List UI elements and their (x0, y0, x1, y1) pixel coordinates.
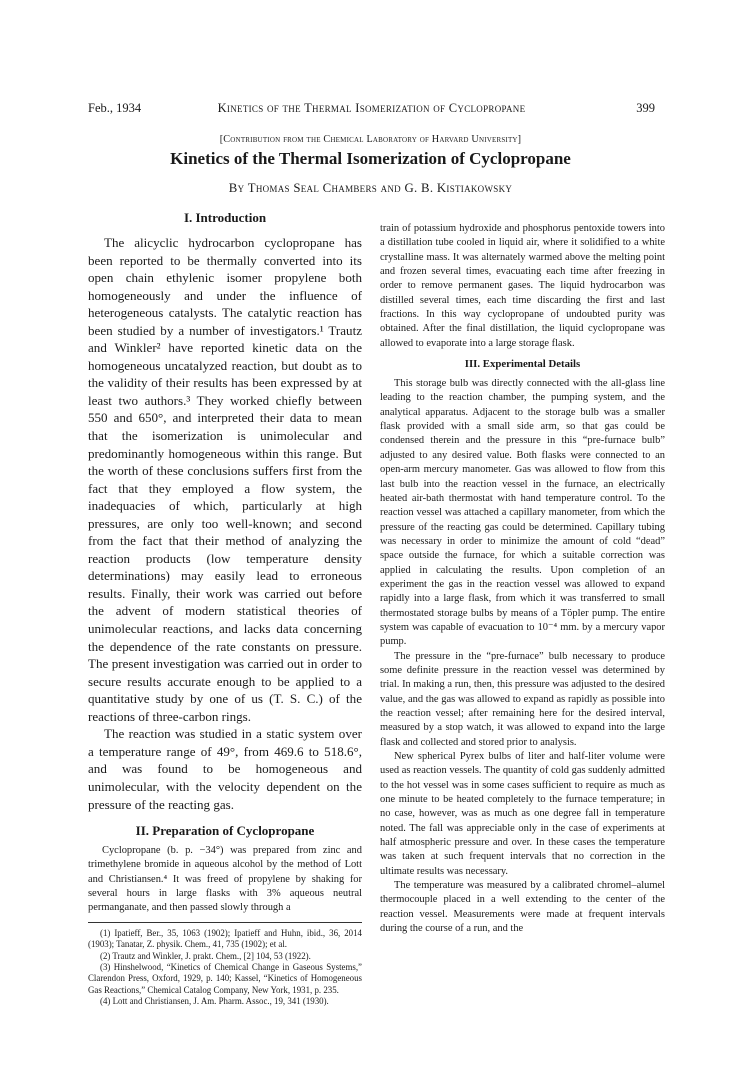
footnote-divider (88, 922, 362, 923)
footnote: (2) Trautz and Winkler, J. prakt. Chem., [2] 104, 53 (1922). (100, 950, 311, 961)
footnote: (3) Hinshelwood, “Kinetics of Chemical Change in Gaseous Systems,” Clarendon Press, Oxford, 1929, p. 140; Kassel, “Kinetics of Homogeneous Gas Reactions,” Chemical Catalog Company, New York, 1931, p. 235. (88, 961, 362, 995)
running-head-date: Feb., 1934 (88, 101, 142, 115)
introduction-paragraph: The alicyclic hydrocarbon cyclopropane has been reported to be thermally converted into its open chain ethylenic isomer propylene both homogeneously and under the influence of heterogeneous catalysts. The catalytic reaction has been studied by a number of investigators.¹ Trautz and Winkler² have reported kinetic data on the homogeneous uncatalyzed reaction, but doubt as to the validity of their results has been expressed by at least two authors.³ They worked chiefly between 550 and 650°, and interpreted their data to mean that the isomerization is unimolecular and predominantly homogeneous within this range. But the worth of these conclusions suffers first from the fact that they employed a flow system, the inadequacies of which, particularly at high pressures, are only too well-known; and second from the fact that their method of analyzing the reaction products (low temperature density determinations) may easily lead to erroneous results. Finally, their work was carried out before the advent of modern statistical theories of unimolecular reactions, and lacks data concerning the dependence of the rate constants on pressure. The present investigation was carried out in order to secure results accurate enough to be applied to a quantitative study by one of us (T. S. C.) of the reactions of three-carbon rings. (88, 235, 362, 724)
introduction-paragraph: The reaction was studied in a static system over a temperature range of 49°, from 469.6 to 518.6°, and was found to be homogeneous and unimolecular, with the velocity dependent on the pressure of the reacting gas. (88, 726, 362, 812)
preparation-paragraph: Cyclopropane (b. p. −34°) was prepared from zinc and trimethylene bromide in aqueous alcohol by the method of Lott and Christiansen.⁴ It was freed of propylene by shaking for several hours in large flasks with 3% aqueous neutral permanganate, and then passed slowly through a (88, 845, 362, 914)
experimental-paragraph: New spherical Pyrex bulbs of liter and half-liter volume were used as reaction vessels. The quantity of cold gas suddenly admitted to the hot vessel was in some cases sufficient to require as much as one minute to be heated completely to the furnace temperature; in no case, however, was as much as one degree fall in temperature noted. The fall was appreciable only in the case of experiments at half atmospheric pressure and over. In these cases the temperature was taken at such frequent intervals that no correction in the ultimate results was necessary. (380, 751, 665, 877)
footnote: (4) Lott and Christiansen, J. Am. Pharm. Assoc., 19, 341 (1930). (100, 996, 329, 1007)
article-authors: By Thomas Seal Chambers and G. B. Kistiakowsky (228, 181, 513, 195)
experimental-paragraph: The temperature was measured by a calibrated chromel–alumel thermocouple placed in a well extending to the center of the reaction vessel. Measurements were made at frequent intervals during the course of a run, and the (380, 880, 665, 935)
experimental-paragraph: The pressure in the “pre-furnace” bulb necessary to produce some definite pressure in the reaction vessel was determined by trial. In making a run, then, this pressure was adjusted to the desired value, and the gas was allowed to expand as rapidly as possible into the reaction vessel; after remaining here for the desired interval, measured by a stop watch, it was allowed to expand into the large flask and collected and stored prior to analysis. (380, 650, 665, 748)
article-title: Kinetics of the Thermal Isomerization of Cyclopropane (170, 149, 571, 168)
contribution-line: [Contribution from the Chemical Laboratory of Harvard University] (219, 134, 522, 145)
preparation-continuation: train of potassium hydroxide and phosphorus pentoxide towers into a distillation tube cooled in liquid air, where it solidified to a white crystalline mass. It was alternately warmed above the melting point and frozen several times, evacuating each time after freezing in order to remove permanent gases. The liquid hydrocarbon was distilled several times, each time discarding the first and last fractions. In this way cyclopropane of undoubted purity was obtained. After the final distillation, the liquid cyclopropane was allowed to evaporate into a large storage flask. (380, 223, 665, 349)
footnotes (88, 928, 362, 1008)
introduction-body (88, 234, 362, 813)
left-column (88, 210, 362, 1008)
section-heading-introduction: I. Introduction (183, 210, 267, 225)
footnote: (1) Ipatieff, Ber., 35, 1063 (1902); Ipatieff and Huhn, ibid., 36, 2014 (1903); Tanatar, Z. physik. Chem., 41, 735 (1902); et al. (88, 927, 362, 950)
section-heading-experimental: III. Experimental Details (464, 358, 581, 371)
right-column (380, 222, 665, 937)
experimental-paragraph: This storage bulb was directly connected with the all-glass line leading to the reaction chamber, the pumping system, and the analytical apparatus. Adjacent to the storage bulb was a smaller flask provided with a small side arm, so that gas could be condensed therein and the pressure in this “pre-furnace bulb” adjusted to any desired value. Both flasks were connected to an open-arm mercury manometer. Gas was allowed to flow from this last bulb into the reaction vessel in the furnace, an electrically heated air-bath thermostat with hand temperature control. To the reaction vessel was attached a capillary manometer, from which the pressure of the reacting gas could be determined. Capillary tubing was necessary in order to minimize the amount of cold “dead” space outside the furnace, for which a suitable correction was applied in calculating the results. Upon completion of an experiment the gas in the reaction vessel was allowed to expand rapidly into a large flask, from which it was transferred to small thermostated storage bulbs by means of a Töpler pump. The entire system was capable of evacuation to 10⁻⁴ mm. by a mercury vapor pump. (380, 378, 665, 648)
page-number: 399 (636, 101, 655, 115)
section-heading-preparation: II. Preparation of Cyclopropane (135, 823, 315, 839)
running-head-title: Kinetics of the Thermal Isomerization of Cyclopropane (217, 101, 526, 115)
preparation-body (88, 844, 362, 916)
